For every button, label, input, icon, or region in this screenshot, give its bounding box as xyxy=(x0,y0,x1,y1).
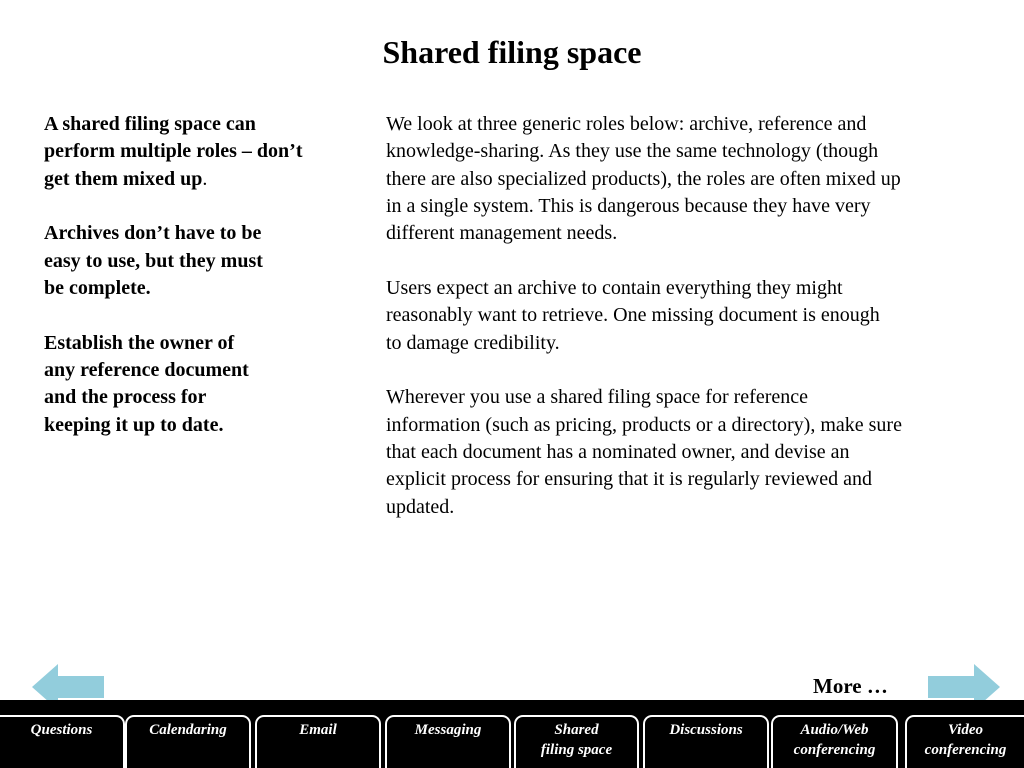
key-point-line: easy to use, but they must xyxy=(44,249,263,272)
tab-email[interactable]: Email xyxy=(255,715,381,768)
key-point xyxy=(44,330,364,439)
body-paragraph xyxy=(386,384,986,520)
section-nav-bar xyxy=(0,700,1024,768)
more-link[interactable]: More … xyxy=(813,674,888,698)
key-point xyxy=(44,111,364,193)
key-point-line: be complete. xyxy=(44,276,151,299)
body-line: knowledge-sharing. As they use the same technology (though xyxy=(386,140,879,163)
body-line: Wherever you use a shared filing space for reference xyxy=(386,386,808,409)
tab-messaging[interactable]: Messaging xyxy=(385,715,511,768)
tab-questions[interactable]: Questions xyxy=(0,715,125,768)
body-line: explicit process for ensuring that it is regularly reviewed and xyxy=(386,468,872,491)
key-point-line: and the process for xyxy=(44,386,207,409)
body-text-column xyxy=(386,111,986,548)
tab-shared-filing-space[interactable]: Shared filing space xyxy=(514,715,639,768)
tab-calendaring[interactable]: Calendaring xyxy=(125,715,251,768)
body-line: reasonably want to retrieve. One missing document is enough xyxy=(386,304,880,327)
key-point-line: any reference document xyxy=(44,359,249,382)
body-line: that each document has a nominated owner, and devise an xyxy=(386,440,850,463)
key-point-line: keeping it up to date. xyxy=(44,413,224,436)
tab-video-conferencing[interactable]: Video conferencing xyxy=(905,715,1024,768)
body-line: Users expect an archive to contain everything they might xyxy=(386,276,843,299)
key-point-line: A shared filing space can xyxy=(44,113,256,135)
key-points-column xyxy=(44,111,364,466)
key-point-line: perform multiple roles – don’t xyxy=(44,140,303,163)
key-point xyxy=(44,220,364,302)
body-paragraph xyxy=(386,111,986,247)
page-title: Shared filing space xyxy=(382,34,642,70)
body-paragraph xyxy=(386,275,986,357)
key-point-line: Establish the owner of xyxy=(44,331,235,354)
body-line: information (such as pricing, products or a directory), make sure xyxy=(386,413,902,436)
key-point-line: Archives don’t have to be xyxy=(44,222,262,245)
body-line: different management needs. xyxy=(386,222,618,245)
body-line: in a single system. This is dangerous because they have very xyxy=(386,194,871,217)
tab-discussions[interactable]: Discussions xyxy=(643,715,769,768)
body-line: to damage credibility. xyxy=(386,331,560,354)
body-line: We look at three generic roles below: archive, reference and xyxy=(386,113,867,135)
body-line: updated. xyxy=(386,495,455,518)
tab-audio-web-conferencing[interactable]: Audio/Web conferencing xyxy=(771,715,898,768)
body-line: there are also specialized products), the roles are often mixed up xyxy=(386,167,901,190)
key-point-line: get them mixed up. xyxy=(44,167,208,190)
